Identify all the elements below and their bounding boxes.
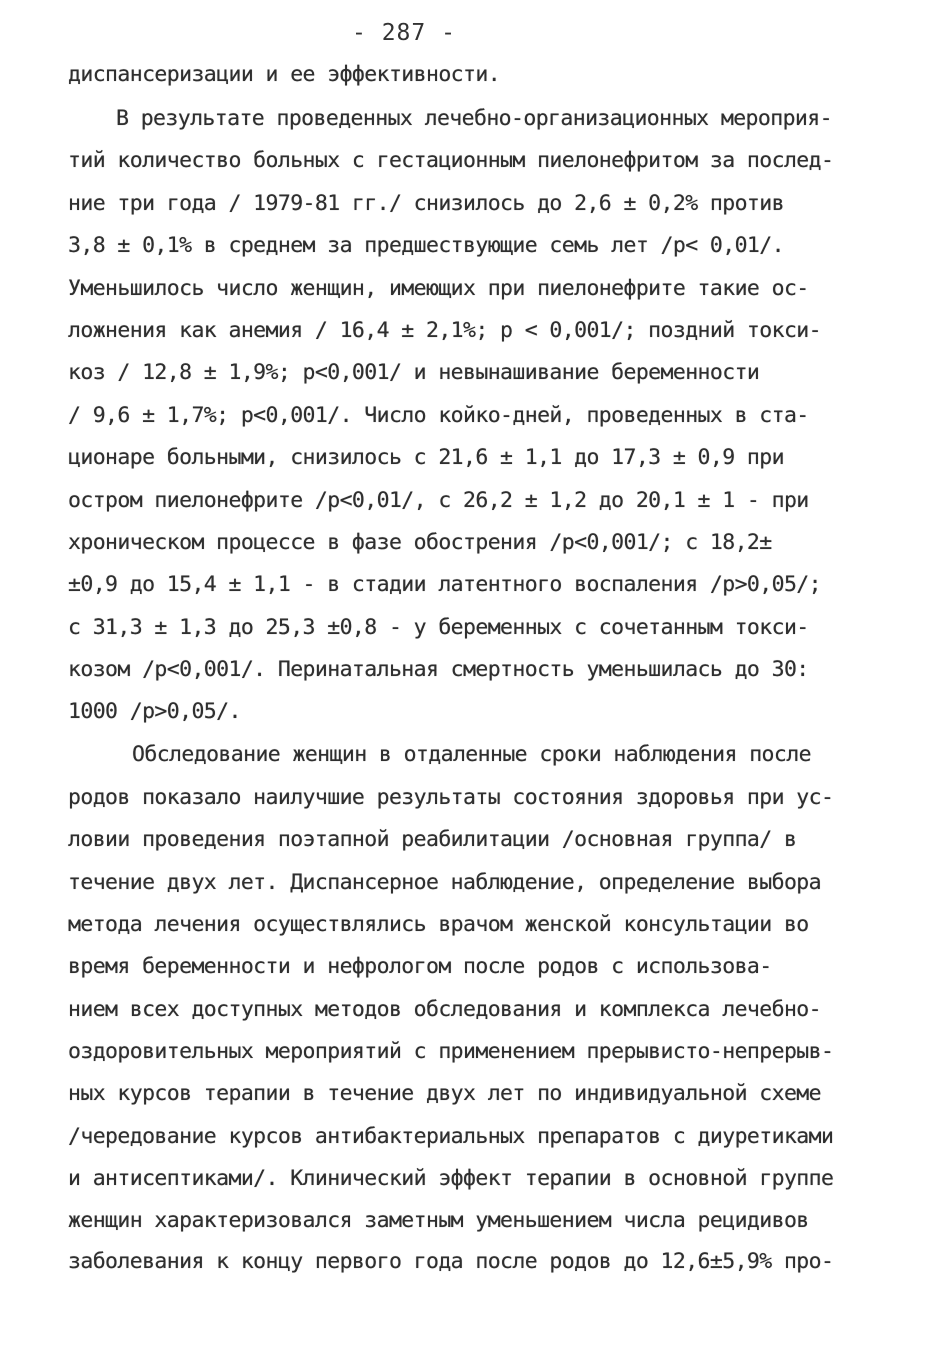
- text-line-18: родов показало наилучшие результаты состояния здоровья при ус-: [68, 785, 834, 810]
- text-line-2: В результате проведенных лечебно-организационных мероприя-: [116, 106, 832, 131]
- text-line-15: козом /p<0,001/. Перинатальная смертность уменьшилась до 30:: [68, 657, 809, 682]
- text-line-20: течение двух лет. Диспансерное наблюдение, определение выбора: [68, 870, 821, 895]
- text-line-9: / 9,6 ± 1,7%; p<0,001/. Число койко-дней, проведенных в ста-: [68, 403, 809, 428]
- text-line-4: ние три года / 1979-81 гг./ снизилось до 2,6 ± 0,2% против: [68, 191, 784, 216]
- text-line-24: оздоровительных мероприятий с применением прерывисто-непрерыв-: [68, 1039, 834, 1064]
- text-line-19: ловии проведения поэтапной реабилитации /основная группа/ в: [68, 827, 797, 852]
- text-line-26: /чередование курсов антибактериальных препаратов с диуретиками: [68, 1124, 834, 1149]
- text-line-10: ционаре больными, снизилось с 21,6 ± 1,1 до 17,3 ± 0,9 при: [68, 445, 784, 470]
- text-line-3: тий количество больных с гестационным пиелонефритом за послед-: [68, 148, 834, 173]
- text-line-16: 1000 /p>0,05/.: [68, 699, 241, 724]
- text-line-8: коз / 12,8 ± 1,9%; p<0,001/ и невынашивание беременности: [68, 360, 760, 385]
- text-line-25: ных курсов терапии в течение двух лет по индивидуальной схеме: [68, 1081, 821, 1106]
- text-line-17: Обследование женщин в отдаленные сроки наблюдения после: [132, 742, 811, 767]
- text-line-7: ложнения как анемия / 16,4 ± 2,1%; p < 0,001/; поздний токси-: [68, 318, 821, 343]
- text-line-5: 3,8 ± 0,1% в среднем за предшествующие семь лет /p< 0,01/.: [68, 233, 784, 258]
- text-line-6: Уменьшилось число женщин, имеющих при пиелонефрите такие ос-: [68, 276, 809, 301]
- text-line-28: женщин характеризовался заметным уменьшением числа рецидивов: [68, 1208, 809, 1233]
- text-line-22: время беременности и нефрологом после родов с использова-: [68, 954, 772, 979]
- text-line-13: ±0,9 до 15,4 ± 1,1 - в стадии латентного воспаления /p>0,05/;: [68, 572, 821, 597]
- text-line-11: остром пиелонефрите /p<0,01/, с 26,2 ± 1,2 до 20,1 ± 1 - при: [68, 488, 809, 513]
- page-number: - 287 -: [352, 20, 456, 46]
- text-line-27: и антисептиками/. Клинический эффект терапии в основной группе: [68, 1166, 834, 1191]
- text-line-12: хроническом процессе в фазе обострения /p<0,001/; с 18,2±: [68, 530, 772, 555]
- text-line-14: с 31,3 ± 1,3 до 25,3 ±0,8 - у беременных с сочетанным токси-: [68, 615, 809, 640]
- text-line-1: диспансеризации и ее эффективности.: [68, 62, 501, 87]
- text-line-23: нием всех доступных методов обследования и комплекса лечебно-: [68, 997, 821, 1022]
- text-line-29: заболевания к концу первого года после родов до 12,6±5,9% про-: [68, 1249, 834, 1274]
- text-line-21: метода лечения осуществлялись врачом женской консультации во: [68, 912, 809, 937]
